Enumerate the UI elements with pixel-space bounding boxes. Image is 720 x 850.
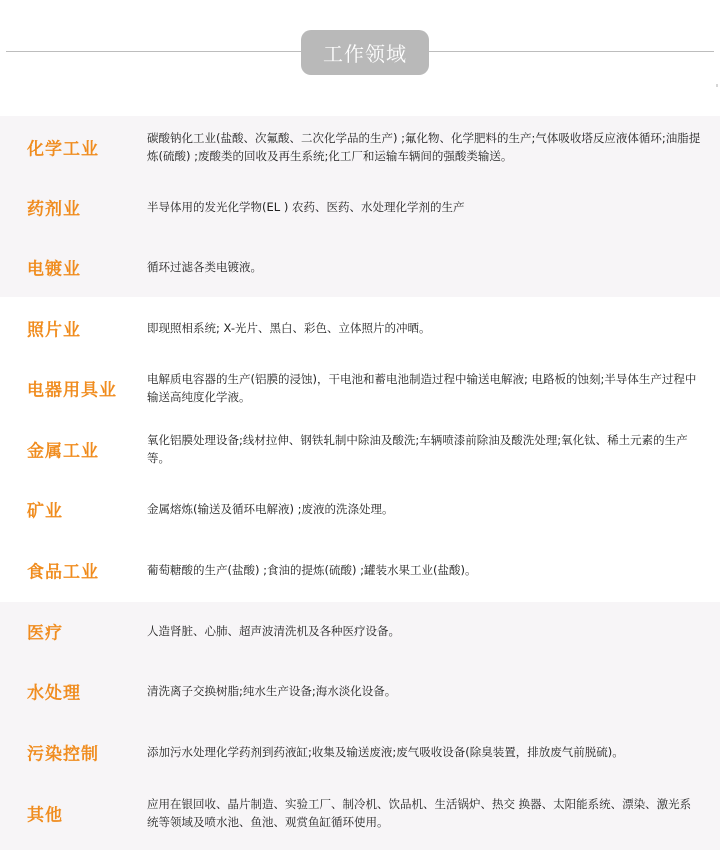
- field-row-mining: [0, 479, 720, 539]
- field-label: 矿业: [27, 501, 63, 522]
- field-description: 电解质电容器的生产(铝膜的浸蚀)，干电池和蓄电池制造过程中输送电解液; 电路板的蚀刻;半导体生产过程中输送高纯度化学液。: [147, 372, 697, 404]
- field-description: 金属熔炼(输送及循环电解液) ;废液的洗涤处理。: [147, 502, 394, 516]
- field-description: 人造肾脏、心肺、超声波清洗机及各种医疗设备。: [147, 624, 400, 638]
- edge-mark: [716, 84, 718, 87]
- section-title: 工作领域: [323, 42, 407, 66]
- field-row-chemical: [0, 117, 720, 177]
- field-label: 金属工业: [27, 441, 99, 462]
- field-row-pollution: [0, 722, 720, 782]
- field-description: 清洗离子交换树脂;纯水生产设备;海水淡化设备。: [147, 684, 397, 698]
- field-description: 添加污水处理化学药剂到药液缸;收集及输送废液;废气吸收设备(除臭装置，排放废气前脱硫)。: [147, 745, 624, 759]
- field-row-food: [0, 540, 720, 600]
- field-label: 医疗: [27, 623, 63, 644]
- field-label: 食品工业: [27, 562, 99, 583]
- field-row-electrical: [0, 358, 720, 418]
- field-label: 其他: [27, 805, 63, 826]
- field-label: 污染控制: [27, 744, 99, 765]
- field-label: 水处理: [27, 683, 81, 704]
- field-row-photo: [0, 298, 720, 358]
- field-label: 电器用具业: [27, 380, 117, 401]
- field-row-water: [0, 661, 720, 721]
- field-row-pharma: [0, 177, 720, 237]
- field-label: 照片业: [27, 320, 81, 341]
- field-row-metal: [0, 419, 720, 479]
- field-description: 葡萄糖酸的生产(盐酸) ;食油的提炼(硫酸) ;罐装水果工业(盐酸)。: [147, 563, 477, 577]
- field-label: 药剂业: [27, 199, 81, 220]
- field-row-medical: [0, 601, 720, 661]
- field-description: 碳酸钠化工业(盐酸、次氟酸、二次化学品的生产) ;氟化物、化学肥料的生产;气体吸收塔反应液体循环;油脂提炼(硫酸) ;废酸类的回收及再生系统;化工厂和运输车辆间的强酸类输送。: [147, 131, 701, 163]
- field-description: 半导体用的发光化学物(EL ) 农药、医药、水处理化学剂的生产: [147, 200, 465, 214]
- field-description: 应用在银回收、晶片制造、实验工厂、制冷机、饮品机、生活锅炉、热交 换器、太阳能系统、漂染、激光系统等领域及喷水池、鱼池、观赏鱼缸循环使用。: [147, 797, 692, 829]
- field-description: 循环过滤各类电镀液。: [147, 260, 262, 274]
- field-label: 化学工业: [27, 139, 99, 160]
- field-row-electroplating: [0, 237, 720, 297]
- field-label: 电镀业: [27, 259, 81, 280]
- field-description: 氧化铝膜处理设备;线材拉伸、钢铁轧制中除油及酸洗;车辆喷漆前除油及酸洗处理;氧化钛、稀土元素的生产等。: [147, 433, 688, 465]
- field-description: 即现照相系统; X-光片、黑白、彩色、立体照片的冲晒。: [147, 321, 431, 335]
- section-title-badge: [301, 30, 429, 75]
- field-row-other: [0, 783, 720, 843]
